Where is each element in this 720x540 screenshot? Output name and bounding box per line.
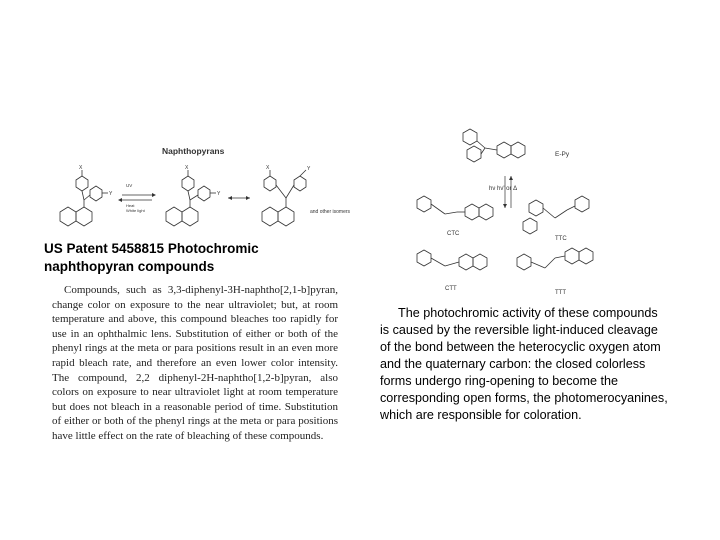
svg-text:Y: Y	[217, 191, 221, 197]
closed-form-structure-1	[60, 170, 108, 226]
svg-text:Y: Y	[109, 191, 113, 197]
svg-text:X: X	[266, 165, 270, 171]
uv-arrow-label: UV	[126, 183, 133, 188]
ctt-label: CTT	[445, 286, 457, 292]
heat-arrow-label: Heat	[126, 203, 135, 208]
other-isomers-label: and other isomers	[310, 209, 351, 215]
ttt-label: TTT	[555, 290, 566, 296]
figure-heading: Naphthopyrans	[162, 146, 225, 156]
svg-text:X: X	[185, 165, 189, 171]
svg-text:X: X	[79, 165, 83, 171]
ttc-label: TTC	[555, 236, 567, 242]
e-py-label: E-Py	[555, 151, 570, 158]
svg-text:Y: Y	[307, 166, 311, 172]
white-light-arrow-label: White light	[126, 208, 145, 213]
section-title: US Patent 5458815 Photochromic naphthopyran compounds	[44, 241, 259, 274]
equilibrium-label: hν hν' or Δ	[489, 186, 518, 192]
photomerocyanine-isomers-figure	[405, 118, 595, 300]
patent-excerpt-text: Compounds, such as 3,3-diphenyl-3H-naphtho[2,1-b]pyran, change color on exposure to the near ultraviolet; but, at room temperature and above, this compound bleaches too rapidly for use in an ophthalmic lens. Substitution of either or both of the phenyl rings at the meta or para positions result in an even more rapid bleach rate, and therefore an even lower color intensity. The compound, 2,2 diphenyl-2H-naphtho[1,2-b]pyran, also colors on exposure to near ultraviolet light at room temperature but does not bleach in a reasonable period of time. Substitution of either or both of the phenyl rings at the meta or para positions have little effect on the rate of bleaching of these compounds.	[52, 284, 338, 442]
naphthopyran-reaction-figure	[40, 140, 370, 240]
ctc-structure	[417, 196, 493, 220]
open-form-structure	[262, 170, 306, 226]
ttc-structure	[523, 196, 589, 234]
ttt-structure	[517, 248, 593, 270]
photochromic-description: The photochromic activity of these compounds is caused by the reversible light-induced cleavage of the bond between the heterocyclic oxygen atom and the quaternary carbon: the closed colorless forms undergo ring-opening to become the corresponding open forms, the photomerocyanines, which are responsible for coloration.	[380, 306, 668, 422]
ctt-structure	[417, 250, 487, 270]
ctc-label: CTC	[447, 231, 460, 237]
closed-form-structure-2	[166, 170, 216, 226]
e-py-structure	[463, 129, 525, 162]
